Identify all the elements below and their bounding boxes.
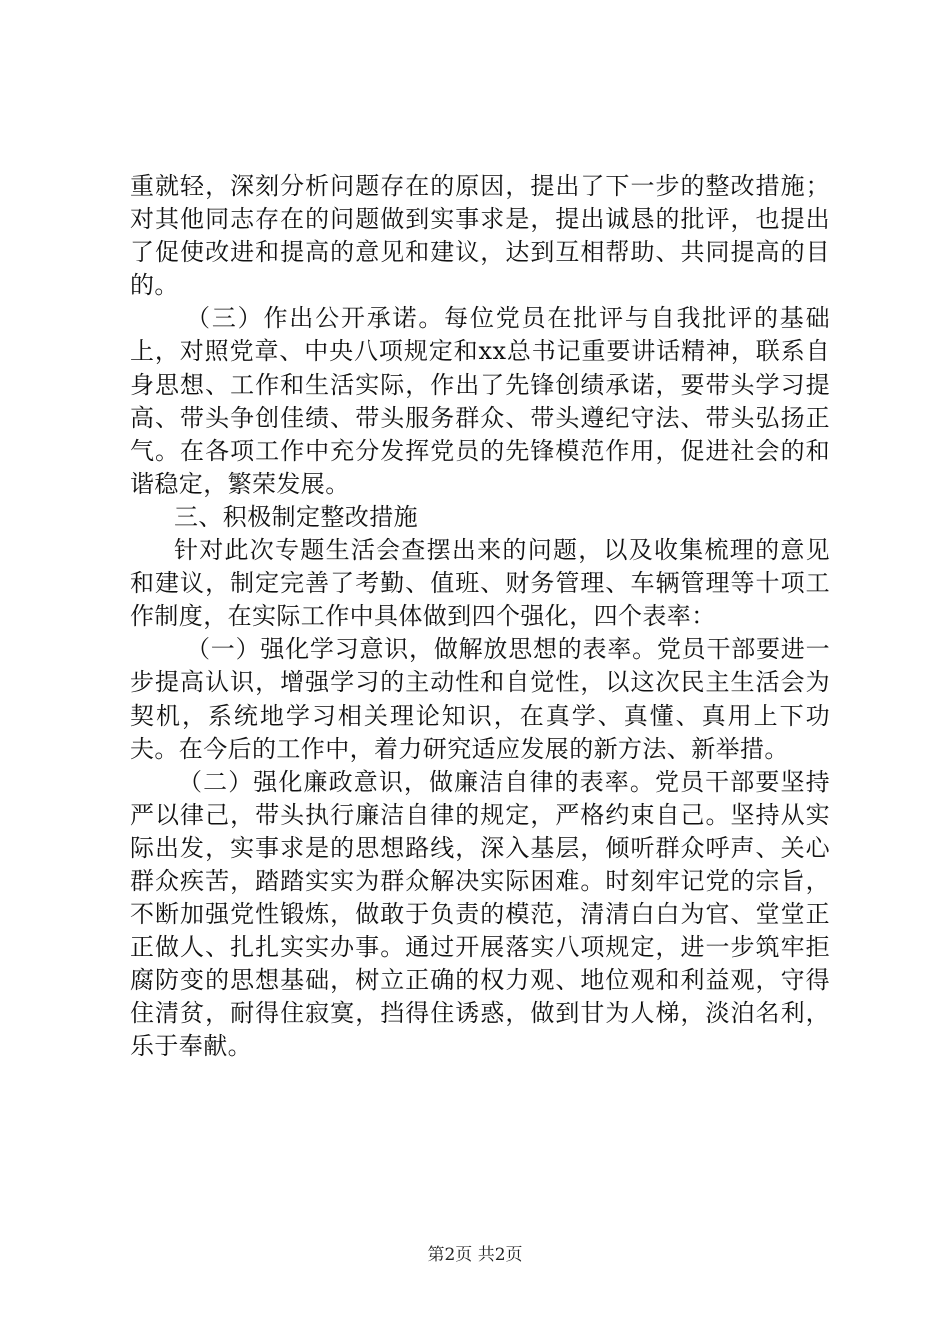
document-body	[130, 170, 830, 1064]
paragraph-integrity-awareness: （二）强化廉政意识，做廉洁自律的表率。党员干部要坚持严以律己，带头执行廉洁自律的规定，严格约束自己。坚持从实际出发，实事求是的思想路线，深入基层，倾听群众呼声、关心群众疾苦，踏踏实实为群众解决实际困难。时刻牢记党的宗旨，不断加强党性锻炼，做敢于负责的模范，清清白白为官、堂堂正正做人、扎扎实实办事。通过开展落实八项规定，进一步筑牢拒腐防变的思想基础，树立正确的权力观、地位观和利益观，守得住清贫，耐得住寂寞，挡得住诱惑，做到甘为人梯，淡泊名利，乐于奉献。	[130, 767, 830, 1061]
paragraph-continuation: 重就轻，深刻分析问题存在的原因，提出了下一步的整改措施；对其他同志存在的问题做到实事求是，提出诚恳的批评，也提出了促使改进和提高的意见和建议，达到互相帮助、共同提高的目的。	[130, 172, 830, 300]
page-footer: 第2页 共2页	[427, 1245, 523, 1265]
paragraph-public-commitment: （三）作出公开承诺。每位党员在批评与自我批评的基础上，对照党章、中央八项规定和xx总书记重要讲话精神，联系自身思想、工作和生活实际，作出了先锋创绩承诺，要带头学习提高、带头争创佳绩、带头服务群众、带头遵纪守法、带头弘扬正气。在各项工作中充分发挥党员的先锋模范作用，促进社会的和谐稳定，繁荣发展。	[130, 304, 830, 498]
section-heading: 三、积极制定整改措施	[174, 502, 418, 531]
paragraph-study-awareness: （一）强化学习意识，做解放思想的表率。党员干部要进一步提高认识，增强学习的主动性和自觉性，以这次民主生活会为契机，系统地学习相关理论知识，在真学、真懂、真用上下功夫。在今后的工作中，着力研究适应发展的新方法、新举措。	[130, 635, 830, 763]
paragraph-rectification-overview: 针对此次专题生活会查摆出来的问题，以及收集梳理的意见和建议，制定完善了考勤、值班、财务管理、车辆管理等十项工作制度，在实际工作中具体做到四个强化，四个表率：	[130, 536, 830, 631]
